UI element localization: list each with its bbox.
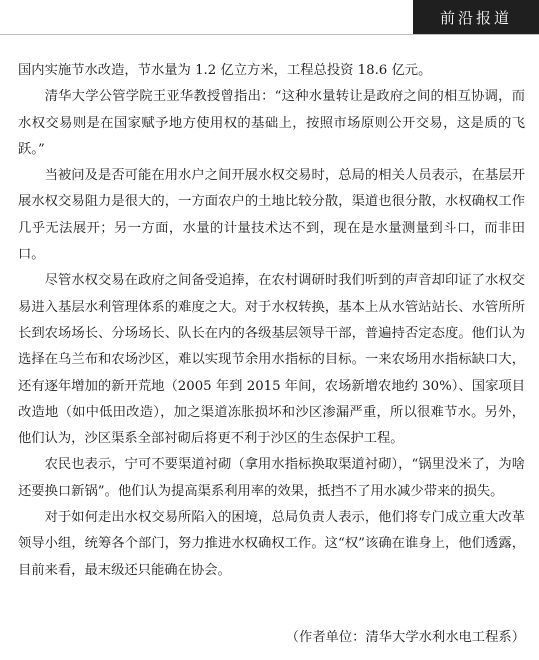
paragraph-4: 尽管水权交易在政府之间备受追捧，在农村调研时我们听到的声音却印证了水权交易进入基层水利管理体系的难度之大。对于水权转换，基本上从水管站站长、水管所所长到农场场长、分场场长、队长在内的各级基层领导干部，普遍持否定态度。他们认为选择在乌兰布和农场沙区，难以实现节余用水指标的目标。一来农场用水指标缺口大，还有逐年增加的新开荒地（2005 年到 2015 年间，农场新增农地约 30%）、国家项目改造地（如中低田改造），加之渠道冻胀损坏和沙区渗漏严重，所以很难节水。另外，他们认为，沙区渠系全部衬砌后将更不利于沙区的生态保护工程。 [18,273,525,447]
author-affiliation: （作者单位：清华大学水利水电工程系） [285,630,525,645]
paragraph-1: 国内实施节水改造，节水量为 1.2 亿立方米，工程总投资 18.6 亿元。 [18,63,432,78]
paragraph-2: 清华大学公管学院王亚华教授曾指出：“这种水量转让是政府之间的相互协调，而水权交易则是在国家赋予地方使用权的基础上，按照市场原则公开交易，这是质的飞跃。” [18,89,525,157]
section-tag: 前沿报道 [413,0,539,34]
paragraph-5: 农民也表示，宁可不要渠道衬砌（拿用水指标换取渠道衬砌），“锅里没米了，为啥还要换口新锅”。他们认为提高渠系利用率的效果，抵挡不了用水减少带来的损失。 [18,457,525,499]
header-rule [0,34,539,35]
article-body [18,58,525,584]
paragraph-6: 对于如何走出水权交易所陷入的困境，总局负责人表示，他们将专门成立重大改革领导小组，统筹各个部门，努力推进水权确权工作。这“权”该确在谁身上，他们透露，目前来看，最末级还只能确在协会。 [18,510,525,578]
paragraph-3: 当被问及是否可能在用水户之间开展水权交易时，总局的相关人员表示，在基层开展水权交易阻力是很大的，一方面农户的土地比较分散，渠道也很分散，水权确权工作几乎无法展开；另一方面，水量的计量技术达不到，现在是水量测量到斗口，而非田口。 [18,168,525,263]
